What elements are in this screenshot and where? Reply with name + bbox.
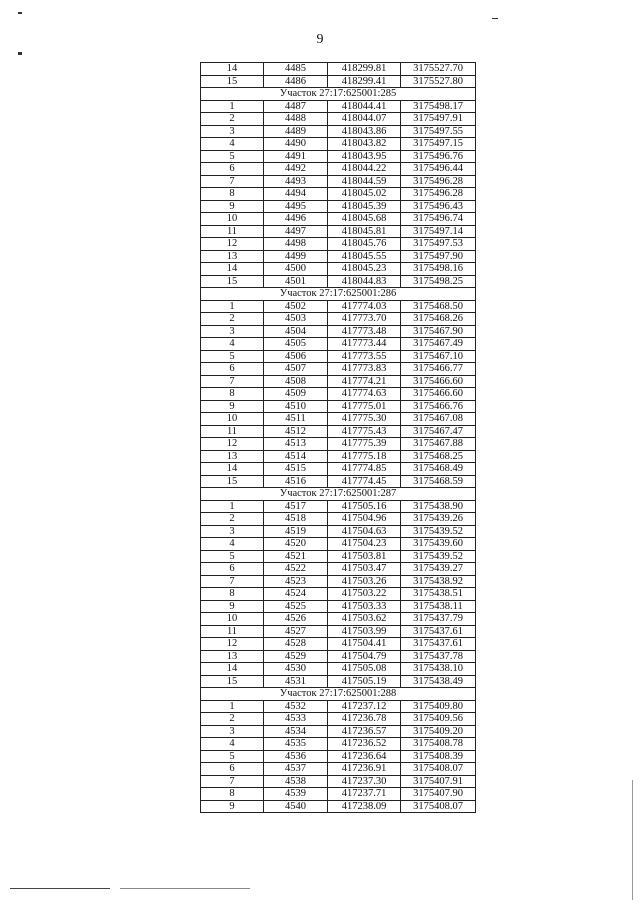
x-coordinate-cell: 417775.18 [328,450,401,463]
table-row [201,100,476,113]
table-row [201,263,476,276]
point-index-cell: 9 [201,200,264,213]
x-coordinate-cell: 417773.70 [328,313,401,326]
point-index-cell: 8 [201,188,264,201]
x-coordinate-cell: 418044.41 [328,100,401,113]
point-index-cell: 9 [201,600,264,613]
y-coordinate-cell: 3175437.61 [401,638,476,651]
x-coordinate-cell: 417237.12 [328,700,401,713]
x-coordinate-cell: 417505.16 [328,500,401,513]
y-coordinate-cell: 3175467.49 [401,338,476,351]
x-coordinate-cell: 417774.63 [328,388,401,401]
point-index-cell: 3 [201,525,264,538]
y-coordinate-cell: 3175497.53 [401,238,476,251]
table-row [201,363,476,376]
table-row [201,63,476,76]
x-coordinate-cell: 418045.81 [328,225,401,238]
point-number-cell: 4509 [264,388,328,401]
point-index-cell: 8 [201,388,264,401]
y-coordinate-cell: 3175407.90 [401,788,476,801]
x-coordinate-cell: 418299.41 [328,75,401,88]
y-coordinate-cell: 3175496.28 [401,175,476,188]
point-index-cell: 7 [201,175,264,188]
table-row [201,150,476,163]
point-number-cell: 4500 [264,263,328,276]
x-coordinate-cell: 417237.71 [328,788,401,801]
x-coordinate-cell: 417237.30 [328,775,401,788]
point-number-cell: 4517 [264,500,328,513]
section-title: Участок 27:17:625001:287 [201,488,476,501]
coordinates-table-body [201,63,476,813]
table-row [201,638,476,651]
y-coordinate-cell: 3175439.27 [401,563,476,576]
x-coordinate-cell: 417503.33 [328,600,401,613]
table-row [201,138,476,151]
point-number-cell: 4526 [264,613,328,626]
y-coordinate-cell: 3175439.26 [401,513,476,526]
x-coordinate-cell: 417773.48 [328,325,401,338]
point-number-cell: 4496 [264,213,328,226]
x-coordinate-cell: 417236.57 [328,725,401,738]
table-row [201,450,476,463]
table-row [201,350,476,363]
table-row [201,625,476,638]
point-number-cell: 4536 [264,750,328,763]
table-row [201,713,476,726]
table-row [201,338,476,351]
table-row [201,800,476,813]
y-coordinate-cell: 3175438.10 [401,663,476,676]
point-number-cell: 4523 [264,575,328,588]
y-coordinate-cell: 3175438.90 [401,500,476,513]
point-index-cell: 9 [201,800,264,813]
point-index-cell: 14 [201,63,264,76]
x-coordinate-cell: 417773.44 [328,338,401,351]
y-coordinate-cell: 3175466.76 [401,400,476,413]
x-coordinate-cell: 418045.68 [328,213,401,226]
x-coordinate-cell: 417774.21 [328,375,401,388]
y-coordinate-cell: 3175438.51 [401,588,476,601]
point-index-cell: 6 [201,363,264,376]
x-coordinate-cell: 417503.62 [328,613,401,626]
y-coordinate-cell: 3175467.08 [401,413,476,426]
point-index-cell: 14 [201,263,264,276]
x-coordinate-cell: 417773.83 [328,363,401,376]
y-coordinate-cell: 3175408.78 [401,738,476,751]
y-coordinate-cell: 3175439.52 [401,550,476,563]
point-index-cell: 1 [201,700,264,713]
point-number-cell: 4537 [264,763,328,776]
coordinates-table-wrapper [200,62,475,813]
table-row [201,225,476,238]
point-number-cell: 4495 [264,200,328,213]
point-number-cell: 4529 [264,650,328,663]
table-row [201,188,476,201]
y-coordinate-cell: 3175439.60 [401,538,476,551]
x-coordinate-cell: 417504.23 [328,538,401,551]
point-index-cell: 10 [201,213,264,226]
point-number-cell: 4524 [264,588,328,601]
x-coordinate-cell: 418299.81 [328,63,401,76]
y-coordinate-cell: 3175408.07 [401,800,476,813]
x-coordinate-cell: 417504.63 [328,525,401,538]
table-row [201,788,476,801]
x-coordinate-cell: 417775.30 [328,413,401,426]
point-number-cell: 4516 [264,475,328,488]
y-coordinate-cell: 3175408.07 [401,763,476,776]
y-coordinate-cell: 3175496.76 [401,150,476,163]
table-row [201,538,476,551]
point-index-cell: 11 [201,625,264,638]
x-coordinate-cell: 417774.45 [328,475,401,488]
point-index-cell: 1 [201,500,264,513]
coordinates-table [200,62,476,813]
y-coordinate-cell: 3175496.74 [401,213,476,226]
x-coordinate-cell: 417236.91 [328,763,401,776]
point-number-cell: 4504 [264,325,328,338]
point-index-cell: 7 [201,775,264,788]
point-number-cell: 4538 [264,775,328,788]
point-number-cell: 4501 [264,275,328,288]
table-row [201,75,476,88]
x-coordinate-cell: 417503.81 [328,550,401,563]
table-row [201,725,476,738]
x-coordinate-cell: 418045.02 [328,188,401,201]
x-coordinate-cell: 418044.83 [328,275,401,288]
point-number-cell: 4490 [264,138,328,151]
x-coordinate-cell: 417503.22 [328,588,401,601]
y-coordinate-cell: 3175467.90 [401,325,476,338]
y-coordinate-cell: 3175466.60 [401,375,476,388]
point-index-cell: 13 [201,450,264,463]
scan-artifact-top-left [18,12,22,14]
point-number-cell: 4515 [264,463,328,476]
table-row [201,238,476,251]
point-index-cell: 3 [201,125,264,138]
table-row [201,325,476,338]
x-coordinate-cell: 417503.26 [328,575,401,588]
point-index-cell: 4 [201,738,264,751]
table-row [201,675,476,688]
table-row [201,300,476,313]
point-index-cell: 15 [201,675,264,688]
point-index-cell: 13 [201,250,264,263]
section-header-row [201,88,476,101]
point-number-cell: 4485 [264,63,328,76]
y-coordinate-cell: 3175438.49 [401,675,476,688]
point-number-cell: 4522 [264,563,328,576]
point-number-cell: 4505 [264,338,328,351]
point-index-cell: 2 [201,313,264,326]
point-index-cell: 4 [201,338,264,351]
point-index-cell: 6 [201,163,264,176]
point-number-cell: 4531 [264,675,328,688]
table-row [201,313,476,326]
point-number-cell: 4535 [264,738,328,751]
point-index-cell: 5 [201,550,264,563]
table-row [201,425,476,438]
y-coordinate-cell: 3175409.80 [401,700,476,713]
scan-artifact-bottom-line [10,888,110,889]
table-row [201,738,476,751]
point-index-cell: 15 [201,275,264,288]
table-row [201,250,476,263]
point-number-cell: 4518 [264,513,328,526]
x-coordinate-cell: 417774.03 [328,300,401,313]
point-index-cell: 10 [201,413,264,426]
table-row [201,700,476,713]
point-index-cell: 7 [201,375,264,388]
section-header-row [201,688,476,701]
table-row [201,563,476,576]
x-coordinate-cell: 417504.96 [328,513,401,526]
point-number-cell: 4525 [264,600,328,613]
point-index-cell: 8 [201,588,264,601]
table-row [201,125,476,138]
section-title: Участок 27:17:625001:285 [201,88,476,101]
point-number-cell: 4532 [264,700,328,713]
table-row [201,463,476,476]
table-row [201,163,476,176]
point-index-cell: 13 [201,650,264,663]
point-index-cell: 15 [201,75,264,88]
y-coordinate-cell: 3175468.25 [401,450,476,463]
point-number-cell: 4506 [264,350,328,363]
y-coordinate-cell: 3175497.55 [401,125,476,138]
point-number-cell: 4512 [264,425,328,438]
page-number: 9 [316,32,324,47]
table-row [201,775,476,788]
table-row [201,400,476,413]
point-index-cell: 9 [201,400,264,413]
table-row [201,663,476,676]
point-index-cell: 4 [201,538,264,551]
y-coordinate-cell: 3175498.25 [401,275,476,288]
point-number-cell: 4521 [264,550,328,563]
x-coordinate-cell: 417504.79 [328,650,401,663]
point-number-cell: 4486 [264,75,328,88]
table-row [201,375,476,388]
table-row [201,438,476,451]
point-number-cell: 4489 [264,125,328,138]
x-coordinate-cell: 417775.01 [328,400,401,413]
y-coordinate-cell: 3175407.91 [401,775,476,788]
point-index-cell: 14 [201,663,264,676]
y-coordinate-cell: 3175497.15 [401,138,476,151]
point-number-cell: 4494 [264,188,328,201]
point-index-cell: 10 [201,613,264,626]
y-coordinate-cell: 3175409.56 [401,713,476,726]
y-coordinate-cell: 3175468.59 [401,475,476,488]
table-row [201,175,476,188]
point-index-cell: 1 [201,100,264,113]
point-number-cell: 4493 [264,175,328,188]
point-number-cell: 4507 [264,363,328,376]
x-coordinate-cell: 418044.07 [328,113,401,126]
scan-artifact-left-mark [18,52,22,55]
point-index-cell: 11 [201,425,264,438]
point-index-cell: 6 [201,763,264,776]
point-number-cell: 4514 [264,450,328,463]
point-number-cell: 4498 [264,238,328,251]
y-coordinate-cell: 3175437.79 [401,613,476,626]
point-index-cell: 2 [201,113,264,126]
point-number-cell: 4519 [264,525,328,538]
y-coordinate-cell: 3175467.88 [401,438,476,451]
x-coordinate-cell: 418044.59 [328,175,401,188]
point-number-cell: 4533 [264,713,328,726]
x-coordinate-cell: 417773.55 [328,350,401,363]
point-index-cell: 14 [201,463,264,476]
point-number-cell: 4540 [264,800,328,813]
table-row [201,113,476,126]
point-number-cell: 4491 [264,150,328,163]
x-coordinate-cell: 418045.23 [328,263,401,276]
scan-artifact-top-right [492,18,498,19]
x-coordinate-cell: 418043.95 [328,150,401,163]
x-coordinate-cell: 417775.39 [328,438,401,451]
table-row [201,750,476,763]
y-coordinate-cell: 3175439.52 [401,525,476,538]
point-index-cell: 5 [201,750,264,763]
x-coordinate-cell: 418044.22 [328,163,401,176]
point-index-cell: 4 [201,138,264,151]
x-coordinate-cell: 417503.47 [328,563,401,576]
point-number-cell: 4487 [264,100,328,113]
point-index-cell: 12 [201,638,264,651]
x-coordinate-cell: 418043.82 [328,138,401,151]
y-coordinate-cell: 3175409.20 [401,725,476,738]
x-coordinate-cell: 417505.08 [328,663,401,676]
point-index-cell: 12 [201,238,264,251]
point-index-cell: 1 [201,300,264,313]
y-coordinate-cell: 3175466.77 [401,363,476,376]
y-coordinate-cell: 3175408.39 [401,750,476,763]
table-row [201,388,476,401]
table-row [201,213,476,226]
y-coordinate-cell: 3175467.47 [401,425,476,438]
point-index-cell: 5 [201,350,264,363]
point-index-cell: 2 [201,713,264,726]
y-coordinate-cell: 3175466.60 [401,388,476,401]
point-index-cell: 11 [201,225,264,238]
section-header-row [201,488,476,501]
y-coordinate-cell: 3175467.10 [401,350,476,363]
point-number-cell: 4503 [264,313,328,326]
y-coordinate-cell: 3175438.92 [401,575,476,588]
y-coordinate-cell: 3175468.50 [401,300,476,313]
y-coordinate-cell: 3175497.14 [401,225,476,238]
table-row [201,413,476,426]
x-coordinate-cell: 417236.78 [328,713,401,726]
point-index-cell: 3 [201,725,264,738]
x-coordinate-cell: 418045.39 [328,200,401,213]
x-coordinate-cell: 417238.09 [328,800,401,813]
section-title: Участок 27:17:625001:286 [201,288,476,301]
table-row [201,550,476,563]
y-coordinate-cell: 3175468.49 [401,463,476,476]
point-index-cell: 8 [201,788,264,801]
point-number-cell: 4520 [264,538,328,551]
y-coordinate-cell: 3175497.90 [401,250,476,263]
point-index-cell: 3 [201,325,264,338]
section-header-row [201,288,476,301]
table-row [201,500,476,513]
point-number-cell: 4513 [264,438,328,451]
table-row [201,275,476,288]
table-row [201,525,476,538]
y-coordinate-cell: 3175498.17 [401,100,476,113]
point-number-cell: 4502 [264,300,328,313]
table-row [201,575,476,588]
y-coordinate-cell: 3175498.16 [401,263,476,276]
table-row [201,613,476,626]
y-coordinate-cell: 3175468.26 [401,313,476,326]
point-number-cell: 4528 [264,638,328,651]
point-index-cell: 15 [201,475,264,488]
point-number-cell: 4511 [264,413,328,426]
x-coordinate-cell: 417236.52 [328,738,401,751]
table-row [201,475,476,488]
point-number-cell: 4508 [264,375,328,388]
y-coordinate-cell: 3175527.80 [401,75,476,88]
scan-artifact-bottom-line-2 [120,888,250,889]
point-number-cell: 4530 [264,663,328,676]
table-row [201,650,476,663]
x-coordinate-cell: 417775.43 [328,425,401,438]
x-coordinate-cell: 417236.64 [328,750,401,763]
y-coordinate-cell: 3175496.44 [401,163,476,176]
y-coordinate-cell: 3175496.43 [401,200,476,213]
x-coordinate-cell: 418045.76 [328,238,401,251]
point-number-cell: 4534 [264,725,328,738]
y-coordinate-cell: 3175437.78 [401,650,476,663]
table-row [201,513,476,526]
y-coordinate-cell: 3175497.91 [401,113,476,126]
x-coordinate-cell: 418045.55 [328,250,401,263]
point-index-cell: 5 [201,150,264,163]
point-index-cell: 2 [201,513,264,526]
x-coordinate-cell: 418043.86 [328,125,401,138]
point-number-cell: 4497 [264,225,328,238]
point-number-cell: 4527 [264,625,328,638]
table-row [201,200,476,213]
point-index-cell: 7 [201,575,264,588]
x-coordinate-cell: 417504.41 [328,638,401,651]
y-coordinate-cell: 3175437.61 [401,625,476,638]
table-row [201,588,476,601]
point-number-cell: 4492 [264,163,328,176]
section-title: Участок 27:17:625001:288 [201,688,476,701]
scan-artifact-right-edge [632,780,633,900]
y-coordinate-cell: 3175438.11 [401,600,476,613]
table-row [201,763,476,776]
point-index-cell: 6 [201,563,264,576]
point-index-cell: 12 [201,438,264,451]
point-number-cell: 4539 [264,788,328,801]
y-coordinate-cell: 3175527.70 [401,63,476,76]
point-number-cell: 4488 [264,113,328,126]
table-row [201,600,476,613]
y-coordinate-cell: 3175496.28 [401,188,476,201]
x-coordinate-cell: 417503.99 [328,625,401,638]
x-coordinate-cell: 417774.85 [328,463,401,476]
x-coordinate-cell: 417505.19 [328,675,401,688]
point-number-cell: 4510 [264,400,328,413]
point-number-cell: 4499 [264,250,328,263]
